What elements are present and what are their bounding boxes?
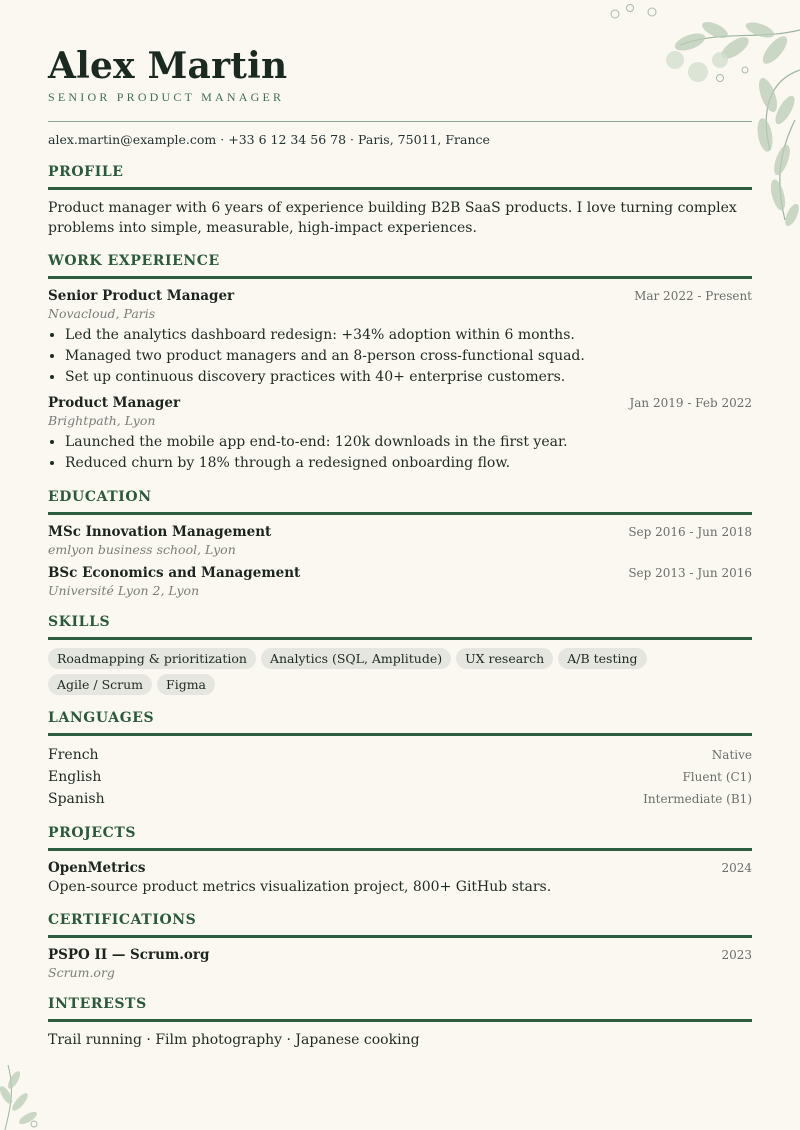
candidate-name: Alex Martin: [48, 45, 288, 87]
education-entry: [48, 523, 752, 558]
location: Paris, 75011, France: [358, 132, 490, 147]
education-dates: Sep 2013 - Jun 2016: [628, 566, 752, 580]
section-title: WORK EXPERIENCE: [48, 253, 220, 269]
contact-separator: ·: [350, 132, 355, 147]
projects-section: [48, 823, 752, 897]
section-title: LANGUAGES: [48, 710, 155, 726]
section-title: EDUCATION: [48, 489, 152, 505]
achievement-item: • Launched the mobile app end-to-end: 120k downloads in the first year.: [65, 432, 752, 453]
school: Université Lyon 2, Lyon: [48, 583, 200, 598]
skill-chip: A/B testing: [558, 648, 646, 669]
achievement-item: • Reduced churn by 18% through a redesigned onboarding flow.: [65, 453, 752, 474]
language-level: Intermediate (B1): [643, 792, 752, 806]
job-dates: Jan 2019 - Feb 2022: [629, 396, 752, 410]
section-divider: [48, 637, 752, 640]
project-description: Open-source product metrics visualization project, 800+ GitHub stars.: [48, 879, 552, 895]
achievement-item: • Set up continuous discovery practices with 40+ enterprise customers.: [65, 367, 752, 388]
section-divider: [48, 276, 752, 279]
achievement-item: • Led the analytics dashboard redesign: +34% adoption within 6 months.: [65, 325, 752, 346]
resume-page: [48, 44, 752, 1050]
skill-chips: [48, 648, 752, 695]
header-divider: [48, 121, 752, 122]
languages-section: [48, 708, 752, 810]
language-name: French: [48, 747, 99, 763]
profile-text: Product manager with 6 years of experience building B2B SaaS products. I love turning complex problems into simple, measurable, high-impact experiences.: [48, 200, 737, 236]
section-divider: [48, 935, 752, 938]
resume-header: [48, 44, 752, 149]
interests-section: [48, 994, 752, 1050]
certification-name: PSPO II — Scrum.org: [48, 947, 210, 963]
degree: BSc Economics and Management: [48, 565, 301, 581]
certifications-section: [48, 910, 752, 981]
company: Novacloud, Paris: [48, 306, 156, 321]
skill-chip: Figma: [157, 674, 215, 695]
section-title: SKILLS: [48, 614, 111, 630]
language-level: Fluent (C1): [682, 770, 752, 784]
section-divider: [48, 187, 752, 190]
work-experience-section: [48, 251, 752, 474]
section-title: CERTIFICATIONS: [48, 912, 197, 928]
project-entry: [48, 859, 752, 897]
experience-entry: [48, 394, 752, 474]
project-year: 2024: [721, 861, 752, 875]
contact-separator: ·: [220, 132, 225, 147]
section-title: PROFILE: [48, 164, 124, 180]
job-title: Product Manager: [48, 395, 181, 411]
language-name: Spanish: [48, 791, 105, 807]
language-row: [48, 766, 752, 788]
skill-chip: Roadmapping & prioritization: [48, 648, 256, 669]
project-name: OpenMetrics: [48, 860, 146, 876]
section-divider: [48, 512, 752, 515]
section-divider: [48, 733, 752, 736]
botanical-leaves-decoration: [0, 1050, 70, 1130]
certification-year: 2023: [721, 948, 752, 962]
section-divider: [48, 1019, 752, 1022]
phone[interactable]: +33 6 12 34 56 78: [228, 132, 347, 147]
education-entry: [48, 564, 752, 599]
section-divider: [48, 848, 752, 851]
achievement-list: [48, 432, 752, 474]
skills-section: [48, 612, 752, 695]
skill-chip: Agile / Scrum: [48, 674, 152, 695]
school: emlyon business school, Lyon: [48, 542, 236, 557]
certification-entry: [48, 946, 752, 981]
section-title: PROJECTS: [48, 825, 137, 841]
profile-section: [48, 162, 752, 238]
achievement-list: [48, 325, 752, 388]
skill-chip: Analytics (SQL, Amplitude): [261, 648, 451, 669]
contact-line: [48, 131, 752, 149]
job-headline: SENIOR PRODUCT MANAGER: [48, 90, 285, 104]
interests-text: Trail running · Film photography · Japanese cooking: [48, 1032, 420, 1048]
language-row: [48, 788, 752, 810]
degree: MSc Innovation Management: [48, 524, 272, 540]
skill-chip: UX research: [456, 648, 553, 669]
education-dates: Sep 2016 - Jun 2018: [628, 525, 752, 539]
email[interactable]: alex.martin@example.com: [48, 132, 217, 147]
certification-issuer: Scrum.org: [48, 965, 115, 980]
section-title: INTERESTS: [48, 996, 147, 1012]
achievement-item: • Managed two product managers and an 8-person cross-functional squad.: [65, 346, 752, 367]
language-level: Native: [711, 748, 752, 762]
job-title: Senior Product Manager: [48, 288, 235, 304]
language-name: English: [48, 769, 102, 785]
job-dates: Mar 2022 - Present: [634, 289, 752, 303]
education-section: [48, 487, 752, 599]
company: Brightpath, Lyon: [48, 413, 156, 428]
language-row: [48, 744, 752, 766]
experience-entry: [48, 287, 752, 388]
